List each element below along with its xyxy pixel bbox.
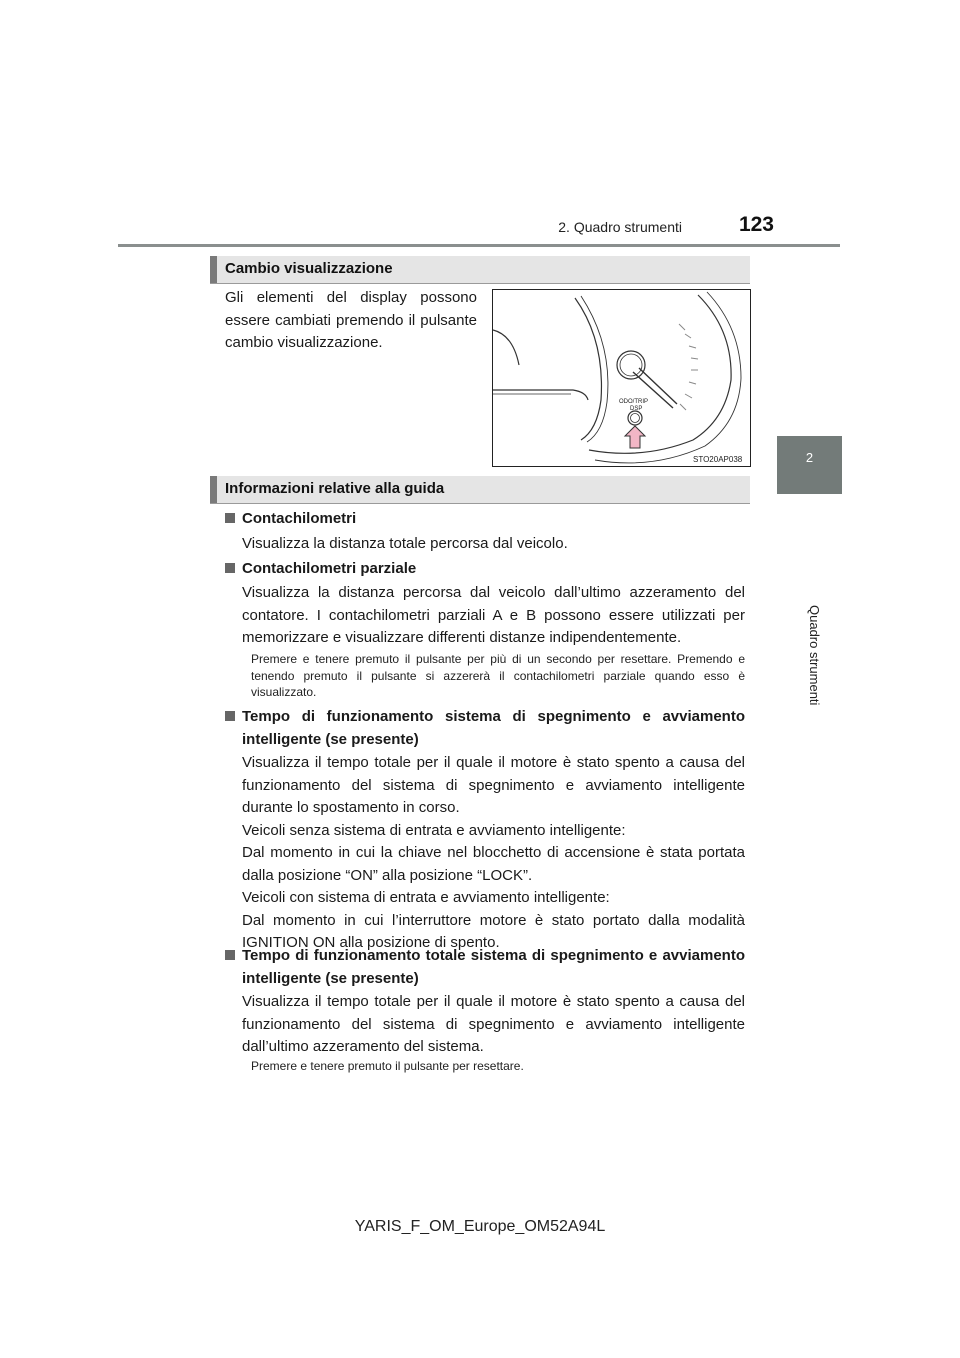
button-label-bottom: DSP bbox=[630, 406, 643, 412]
item-note: Premere e tenere premuto il pulsante per resettare. bbox=[251, 1059, 524, 1073]
header-divider bbox=[118, 244, 840, 247]
item-note: Premere e tenere premuto il pulsante per più di un secondo per resettare. Premendo e tenendo premuto il pulsante si azzererà il contachilometri parziale quando esso è visualizzato. bbox=[251, 652, 745, 699]
item-body-line: Veicoli senza sistema di entrata e avviamento intelligente: bbox=[242, 821, 626, 839]
section-heading-display-change bbox=[210, 256, 750, 284]
running-header-section: 2. Quadro strumenti bbox=[558, 219, 682, 235]
item-body-line: Dal momento in cui la chiave nel blocchetto di accensione è stata portata dalla posizione “ON” alla posizione “LOCK”. bbox=[242, 844, 745, 884]
list-item-trip-meter bbox=[225, 558, 745, 581]
item-title: Tempo di funzionamento totale sistema di spegnimento e avviamento intelligente (se presente) bbox=[242, 947, 745, 987]
item-body: Visualizza la distanza totale percorsa dal veicolo. bbox=[242, 535, 568, 552]
section-heading-driving-info bbox=[210, 476, 750, 504]
speedometer-face-rim bbox=[589, 295, 731, 453]
item-body: Visualizza la distanza percorsa dal veicolo dall’ultimo azzeramento del contatore. I contachilometri parziali A e B possono essere utilizzati per memorizzare e visualizzare differenti distanze indipendentemente. bbox=[242, 584, 745, 646]
intro-paragraph: Gli elementi del display possono essere cambiati premendo il pulsante cambio visualizzazione. bbox=[225, 289, 477, 351]
item-title: Tempo di funzionamento sistema di spegnimento e avviamento intelligente (se presente) bbox=[242, 708, 745, 748]
chapter-tab-number: 2 bbox=[805, 450, 814, 465]
cluster-drawing bbox=[493, 290, 750, 466]
item-title: Contachilometri bbox=[242, 510, 357, 527]
square-bullet-icon bbox=[225, 513, 235, 523]
press-arrow-icon bbox=[625, 426, 645, 448]
left-gauge-rim bbox=[493, 330, 519, 365]
button-label-top: ODO/TRIP bbox=[619, 399, 649, 405]
figure-code: STO20AP038 bbox=[693, 455, 743, 464]
item-body bbox=[242, 752, 745, 955]
needle-hub bbox=[617, 351, 645, 379]
page-number: 123 bbox=[738, 213, 774, 236]
square-bullet-icon bbox=[225, 563, 235, 573]
chapter-tab bbox=[777, 436, 842, 494]
item-body-line: Dal momento in cui l’interruttore motore è stato portato dalla modalità IGNITION ON alla posizione di spento. bbox=[242, 911, 745, 951]
left-gauge-lower-edge bbox=[493, 390, 588, 400]
document-id-footer: YARIS_F_OM_Europe_OM52A94L bbox=[354, 1218, 606, 1235]
section-heading-text: Cambio visualizzazione bbox=[225, 260, 393, 277]
square-bullet-icon bbox=[225, 711, 235, 721]
square-bullet-icon bbox=[225, 950, 235, 960]
speedometer-ticks bbox=[679, 324, 698, 410]
list-item-odometer bbox=[225, 508, 745, 531]
chapter-tab-label: Quadro strumenti bbox=[807, 605, 822, 706]
list-item-stop-start-time bbox=[225, 706, 745, 751]
item-body-line: Visualizza il tempo totale per il quale il motore è stato spento a causa del funzionamento del sistema di spegnimento e avviamento intelligente durante lo spostamento in corso. bbox=[242, 754, 745, 816]
item-body: Visualizza il tempo totale per il quale il motore è stato spento a causa del funzionamento del sistema di spegnimento e avviamento intelligente dall’ultimo azzeramento del sistema. bbox=[242, 993, 745, 1055]
item-body-line: Veicoli con sistema di entrata e avviamento intelligente: bbox=[242, 889, 610, 906]
section-heading-bar bbox=[210, 476, 217, 503]
item-title: Contachilometri parziale bbox=[242, 560, 417, 577]
instrument-cluster-illustration bbox=[492, 289, 751, 467]
list-item-total-stop-start-time bbox=[225, 945, 745, 990]
section-heading-bar bbox=[210, 256, 217, 283]
speedometer-outer-rim bbox=[575, 298, 601, 440]
section-heading-text: Informazioni relative alla guida bbox=[225, 480, 445, 497]
